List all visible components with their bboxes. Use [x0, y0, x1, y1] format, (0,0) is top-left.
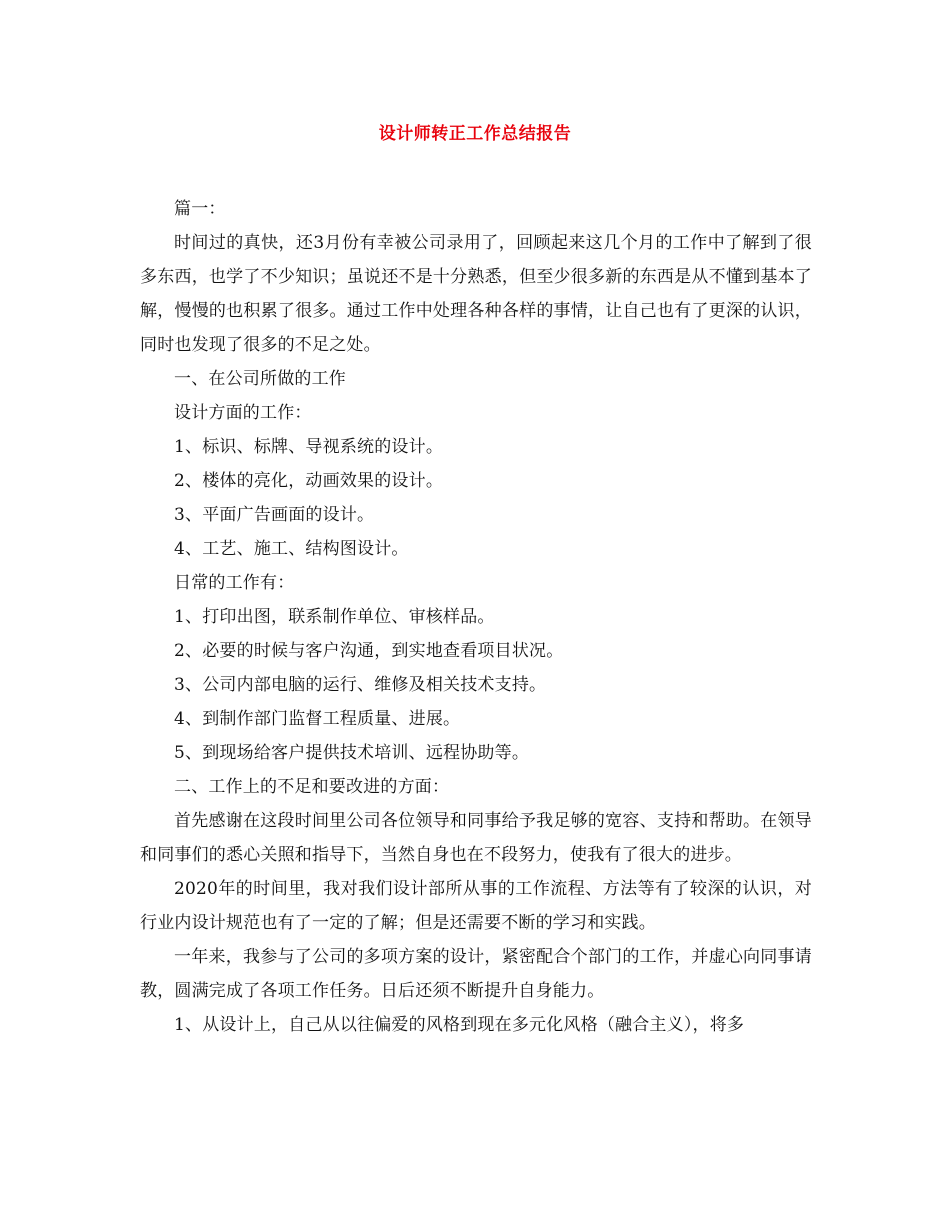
- document-title: 设计师转正工作总结报告: [378, 124, 572, 144]
- paragraph: 首先感谢在这段时间里公司各位领导和同事给予我足够的宽容、支持和帮助。在领导和同事们的悉心关照和指导下，当然自身也在不段努力，使我有了很大的进步。: [140, 811, 812, 865]
- list-item: 5、到现场给客户提供技术培训、远程协助等。: [174, 743, 530, 763]
- paragraph: 一年来，我参与了公司的多项方案的设计，紧密配合个部门的工作，并虚心向同事请教，圆满完成了各项工作任务。日后还须不断提升自身能力。: [140, 947, 812, 1001]
- paragraph: 时间过的真快，还3月份有幸被公司录用了，回顾起来这几个月的工作中了解到了很多东西，也学了不少知识；虽说还不是十分熟悉，但至少很多新的东西是从不懂到基本了解，慢慢的也积累了很多。通过工作中处理各种各样的事情，让自己也有了更深的认识，同时也发现了很多的不足之处。: [140, 233, 812, 355]
- list-item: 3、公司内部电脑的运行、维修及相关技术支持。: [174, 675, 547, 695]
- list-item: 1、打印出图，联系制作单位、审核样品。: [174, 607, 495, 627]
- section-heading: 一、在公司所做的工作: [174, 369, 346, 389]
- list-item: 2、必要的时候与客户沟通，到实地查看项目状况。: [174, 641, 564, 661]
- list-item: 2、楼体的亮化，动画效果的设计。: [174, 471, 444, 491]
- paragraph: 1、从设计上，自己从以往偏爱的风格到现在多元化风格（融合主义），将多: [174, 1015, 745, 1035]
- list-item: 4、工艺、施工、结构图设计。: [174, 539, 409, 559]
- list-item: 1、标识、标牌、导视系统的设计。: [174, 437, 444, 457]
- paragraph: 日常的工作有：: [174, 573, 295, 593]
- list-item: 4、到制作部门监督工程质量、进展。: [174, 709, 461, 729]
- paragraph: 设计方面的工作：: [174, 403, 312, 423]
- paragraph: 篇一：: [174, 199, 226, 219]
- paragraph: 2020年的时间里，我对我们设计部所从事的工作流程、方法等有了较深的认识，对行业内设计规范也有了一定的了解；但是还需要不断的学习和实践。: [140, 879, 812, 933]
- document-body: [140, 192, 812, 1042]
- section-heading: 二、工作上的不足和要改进的方面：: [174, 777, 450, 797]
- list-item: 3、平面广告画面的设计。: [174, 505, 375, 525]
